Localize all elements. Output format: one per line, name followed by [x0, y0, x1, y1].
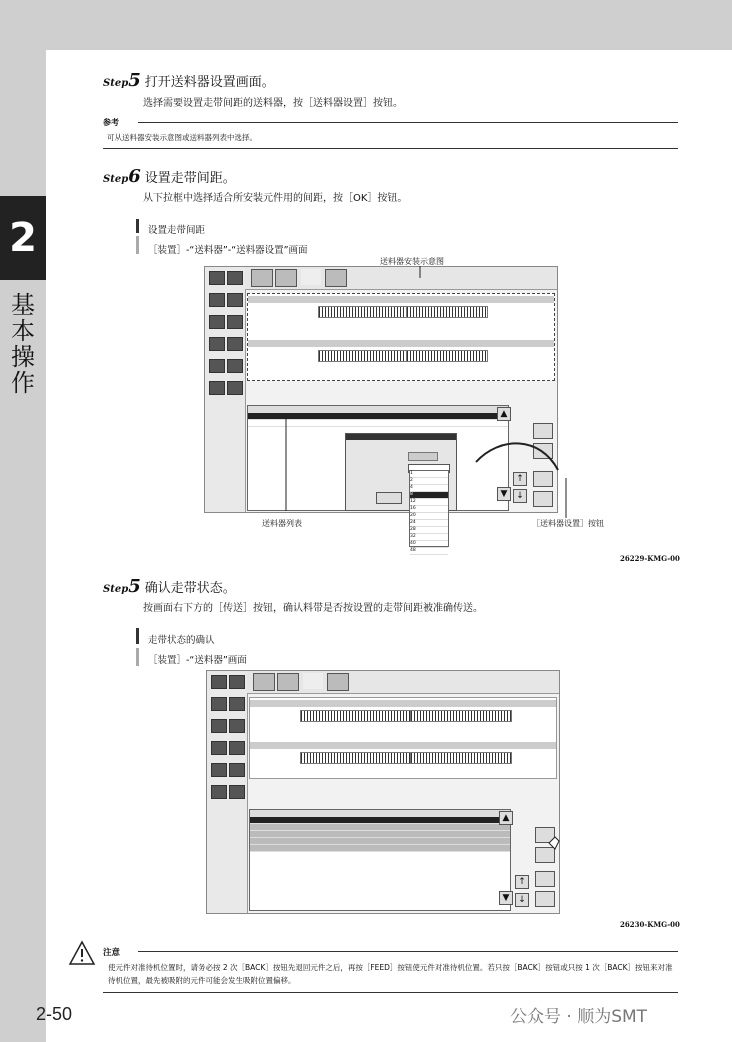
- pitch-option[interactable]: 28: [410, 527, 448, 534]
- feeder-list: [249, 809, 511, 911]
- reference-label: 参考: [103, 118, 119, 127]
- step-number: 5: [128, 70, 141, 91]
- nav-icon[interactable]: [211, 697, 227, 711]
- nav-icon[interactable]: [211, 719, 227, 733]
- up-arrow-button[interactable]: ↑: [513, 472, 527, 486]
- callout-arrow: [476, 443, 558, 470]
- reference-bottom-rule: [103, 148, 678, 149]
- toolbar-button[interactable]: [303, 673, 323, 689]
- chapter-number: 2: [0, 196, 46, 280]
- step-label: Step: [103, 174, 129, 185]
- step-label: Step: [103, 584, 129, 595]
- feeder-strip[interactable]: [300, 710, 412, 722]
- section-bar: [136, 628, 139, 644]
- nav-icon[interactable]: [211, 675, 227, 689]
- step5-heading: [103, 70, 275, 91]
- nav-icon[interactable]: [229, 763, 245, 777]
- left-band: [0, 0, 46, 1042]
- nav-icon[interactable]: [211, 763, 227, 777]
- step-title: 打开送料器设置画面。: [144, 75, 275, 90]
- up-arrow-button[interactable]: ↑: [515, 875, 529, 889]
- scroll-up-button[interactable]: ▲: [497, 407, 511, 421]
- step-label: Step: [103, 78, 129, 89]
- nav-icon[interactable]: [229, 675, 245, 689]
- pitch-option[interactable]: 48: [410, 548, 448, 555]
- pitch-option[interactable]: 16: [410, 506, 448, 513]
- pitch-option[interactable]: 40: [410, 541, 448, 548]
- top-band: [0, 0, 732, 50]
- ann-feeder-diagram: 送料器安装示意图: [380, 257, 444, 266]
- nav-icon[interactable]: [229, 741, 245, 755]
- step-number: 5: [128, 576, 141, 597]
- list-row[interactable]: [250, 831, 510, 838]
- caution-rule: [138, 951, 678, 952]
- caution-label: 注意: [103, 948, 121, 958]
- feeder-strip[interactable]: [410, 752, 512, 764]
- feeder-strip[interactable]: [300, 752, 412, 764]
- scroll-up-button[interactable]: ▲: [499, 811, 513, 825]
- watermark: 公众号 · 顺为SMT: [510, 1007, 648, 1027]
- list-header: [250, 810, 510, 817]
- batch-import-button[interactable]: [535, 891, 555, 907]
- panel-header: [250, 700, 556, 707]
- nav-icon[interactable]: [229, 785, 245, 799]
- nav-icon[interactable]: [229, 697, 245, 711]
- panel-header: [250, 742, 556, 749]
- list-row[interactable]: [250, 845, 510, 852]
- step6-heading: [103, 166, 236, 187]
- nav-icon[interactable]: [211, 741, 227, 755]
- section2-title: 走带状态的确认: [148, 635, 215, 646]
- screen-toolbar: [247, 671, 559, 694]
- list-row[interactable]: [250, 838, 510, 845]
- down-arrow-button[interactable]: ↓: [515, 893, 529, 907]
- toolbar-button[interactable]: [327, 673, 349, 691]
- scroll-down-button[interactable]: ▼: [499, 891, 513, 905]
- list-row[interactable]: [250, 817, 510, 824]
- toolbar-button[interactable]: [277, 673, 299, 691]
- step5-desc: 选择需要设置走带间距的送料器，按［送料器设置］按钮。: [143, 98, 403, 109]
- warning-icon: [68, 940, 96, 966]
- nav-icon[interactable]: [229, 719, 245, 733]
- pitch-option[interactable]: 24: [410, 520, 448, 527]
- hand-cursor-icon: [547, 835, 561, 851]
- pitch-option[interactable]: 8: [410, 492, 448, 499]
- toolbar-button[interactable]: [253, 673, 275, 691]
- pitch-option[interactable]: 2: [410, 478, 448, 485]
- reference-rule: [138, 122, 678, 123]
- step5b-desc: 按画面右下方的［传送］按钮，确认料带是否按设置的走带间距被准确传送。: [143, 603, 483, 614]
- section-bar-grey: [136, 236, 139, 254]
- chapter-title: 基本操作: [11, 291, 35, 397]
- feeder-settings-button[interactable]: [535, 871, 555, 887]
- section-bar-grey: [136, 648, 139, 666]
- section1-title: 设置走带间距: [148, 225, 206, 236]
- pitch-option[interactable]: 20: [410, 513, 448, 520]
- list-row[interactable]: [250, 824, 510, 831]
- caution-text: 使元件对准待机位置时，请务必按 2 次［BACK］按钮先退回元件之后，再按［FEED］按钮使元件对准待机位置。若只按［BACK］按钮或只按 1 次［BACK］按钮来对准待机位置，最先被吸附的元件可能会发生吸附位置偏移。: [108, 963, 673, 985]
- section-bar: [136, 219, 139, 233]
- step-number: 6: [128, 166, 141, 187]
- feeder-diagram-panel: [249, 697, 557, 779]
- pitch-option[interactable]: 4: [410, 485, 448, 492]
- ann-feeder-settings-button: ［送料器设置］按钮: [532, 519, 604, 528]
- screen-sidebar: [207, 671, 248, 913]
- reference-text: 可从送料器安装示意图或送料器列表中选择。: [107, 133, 257, 142]
- page-number: 2-50: [36, 1004, 73, 1024]
- step6-desc: 从下拉框中选择适合所安装元件用的间距，按［OK］按钮。: [143, 193, 408, 204]
- ann-feeder-list: 送料器列表: [262, 519, 302, 528]
- fig1-callouts: [200, 256, 580, 526]
- nav-icon[interactable]: [211, 785, 227, 799]
- feeder-strip[interactable]: [410, 710, 512, 722]
- step-title: 确认走带状态。: [144, 581, 236, 596]
- figure-code: 26230-KMG-00: [620, 920, 680, 929]
- step5b-heading: [103, 576, 236, 597]
- down-arrow-button[interactable]: ↓: [513, 489, 527, 503]
- caution-bottom-rule: [103, 992, 678, 993]
- pitch-option[interactable]: 12: [410, 499, 448, 506]
- figure-code: 26229-KMG-00: [620, 554, 680, 563]
- pitch-option[interactable]: 1: [410, 471, 448, 478]
- section1-path: ［装置］-“送料器”-“送料器设置”画面: [148, 245, 308, 256]
- section2-path: ［装置］-“送料器”画面: [148, 655, 247, 666]
- feeder-screen: [206, 670, 560, 914]
- step-title: 设置走带间距。: [144, 171, 236, 186]
- scroll-down-button[interactable]: ▼: [497, 487, 511, 501]
- pitch-option[interactable]: 32: [410, 534, 448, 541]
